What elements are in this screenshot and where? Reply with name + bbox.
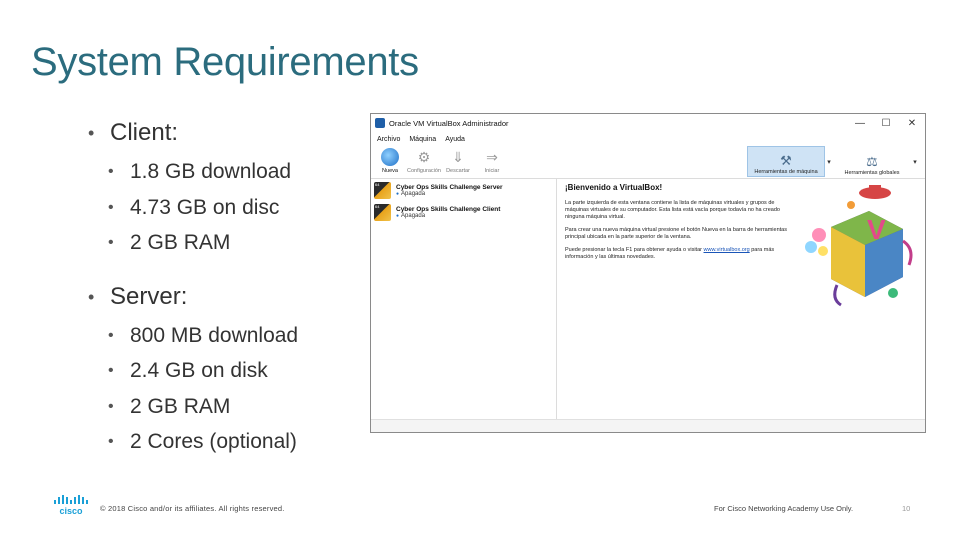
server-item-ram: • 2 GB RAM — [88, 389, 358, 425]
menu-archivo[interactable]: Archivo — [377, 135, 401, 143]
start-button[interactable] — [475, 146, 509, 174]
virtualbox-mascot-illustration — [793, 181, 919, 309]
server-item-disk: • 2.4 GB on disk — [88, 353, 358, 389]
client-item-download: • 1.8 GB download — [88, 154, 358, 190]
virtualbox-website-link[interactable]: www.virtualbox.org — [703, 247, 750, 253]
vbox-menubar — [371, 132, 925, 146]
slide-title: System Requirements — [31, 40, 419, 84]
close-button[interactable]: ✕ — [907, 117, 917, 129]
settings-label: Configuración — [407, 168, 441, 174]
machine-tools-label: Herramientas de máquina — [754, 169, 818, 175]
cisco-logo — [52, 494, 92, 516]
copyright-text: © 2018 Cisco and/or its affiliates. All rights reserved. — [100, 504, 285, 513]
horizontal-scrollbar[interactable] — [371, 419, 925, 432]
welcome-paragraph-1: La parte izquierda de esta ventana contiene la lista de máquinas virtuales y grupos de máquinas virtuales de su computador. Esta lista está vacía porque todavía no ha creado ninguna máquina virtual. — [565, 200, 780, 220]
discard-arrow-icon: ⇓ — [452, 148, 464, 165]
svg-text:cisco: cisco — [59, 506, 83, 516]
welcome-title: ¡Bienvenido a VirtualBox! — [565, 183, 663, 192]
discard-button[interactable] — [441, 146, 475, 174]
requirements-list — [88, 118, 358, 460]
settings-button[interactable] — [407, 146, 441, 174]
global-tools-button[interactable] — [833, 146, 911, 177]
vbox-toolbar — [371, 146, 925, 179]
vm-os-icon — [374, 182, 391, 199]
vm-os-icon — [374, 204, 391, 221]
client-item-ram: • 2 GB RAM — [88, 225, 358, 261]
vm-state: ● Apagada — [396, 213, 500, 219]
page-number: 10 — [902, 504, 911, 513]
welcome-paragraph-3-end: para más información y las últimas novedades. — [565, 247, 775, 260]
server-item-download: • 800 MB download — [88, 318, 358, 354]
machine-tools-button[interactable] — [747, 146, 825, 177]
welcome-paragraph-2: Para crear una nueva máquina virtual presione el botón Nueva en la barra de herramientas principal ubicada en la parte superior de la ventana. — [565, 227, 787, 240]
server-heading: • Server: — [88, 282, 358, 312]
vm-list — [371, 179, 557, 421]
new-vm-label: Nueva — [382, 168, 398, 174]
global-tools-dropdown-icon[interactable]: ▾ — [913, 159, 917, 166]
global-tools-icon: ⚖ — [866, 154, 878, 169]
vbox-window-title: Oracle VM VirtualBox Administrador — [389, 118, 509, 128]
new-vm-icon — [381, 148, 399, 166]
svg-text:V: V — [867, 214, 886, 245]
vbox-titlebar — [371, 114, 925, 132]
welcome-paragraph-3 — [565, 247, 795, 261]
tools-switcher — [747, 146, 919, 177]
server-item-cores: • 2 Cores (optional) — [88, 424, 358, 460]
maximize-button[interactable]: ☐ — [881, 117, 891, 129]
vbox-body — [371, 179, 925, 421]
client-heading: • Client: — [88, 118, 358, 148]
welcome-paragraph-3-start: Puede presionar la tecla F1 para obtener ayuda o visitar — [565, 247, 702, 253]
vm-state: ● Apagada — [396, 191, 503, 197]
menu-maquina[interactable]: Máquina — [409, 135, 437, 143]
vm-list-item-client[interactable] — [371, 201, 556, 223]
start-label: Iniciar — [484, 168, 500, 174]
machine-tools-dropdown-icon[interactable]: ▾ — [827, 159, 831, 166]
academy-notice: For Cisco Networking Academy Use Only. — [714, 504, 854, 513]
settings-gear-icon: ⚙ — [417, 148, 431, 165]
client-item-disk: • 4.73 GB on disc — [88, 190, 358, 226]
start-arrow-icon: ⇒ — [486, 148, 498, 165]
welcome-panel — [557, 179, 925, 421]
hammer-icon: ⚒ — [780, 153, 792, 168]
global-tools-label: Herramientas globales — [844, 170, 900, 176]
vm-name: Cyber Ops Skills Challenge Server — [396, 183, 503, 191]
vm-list-item-server[interactable] — [371, 179, 556, 201]
vm-name: Cyber Ops Skills Challenge Client — [396, 205, 501, 213]
minimize-button[interactable]: — — [855, 117, 865, 129]
virtualbox-window-screenshot — [370, 113, 926, 433]
new-vm-button[interactable] — [373, 146, 407, 174]
menu-ayuda[interactable]: Ayuda — [445, 135, 465, 143]
discard-label: Descartar — [446, 168, 470, 174]
virtualbox-app-icon — [375, 118, 385, 128]
